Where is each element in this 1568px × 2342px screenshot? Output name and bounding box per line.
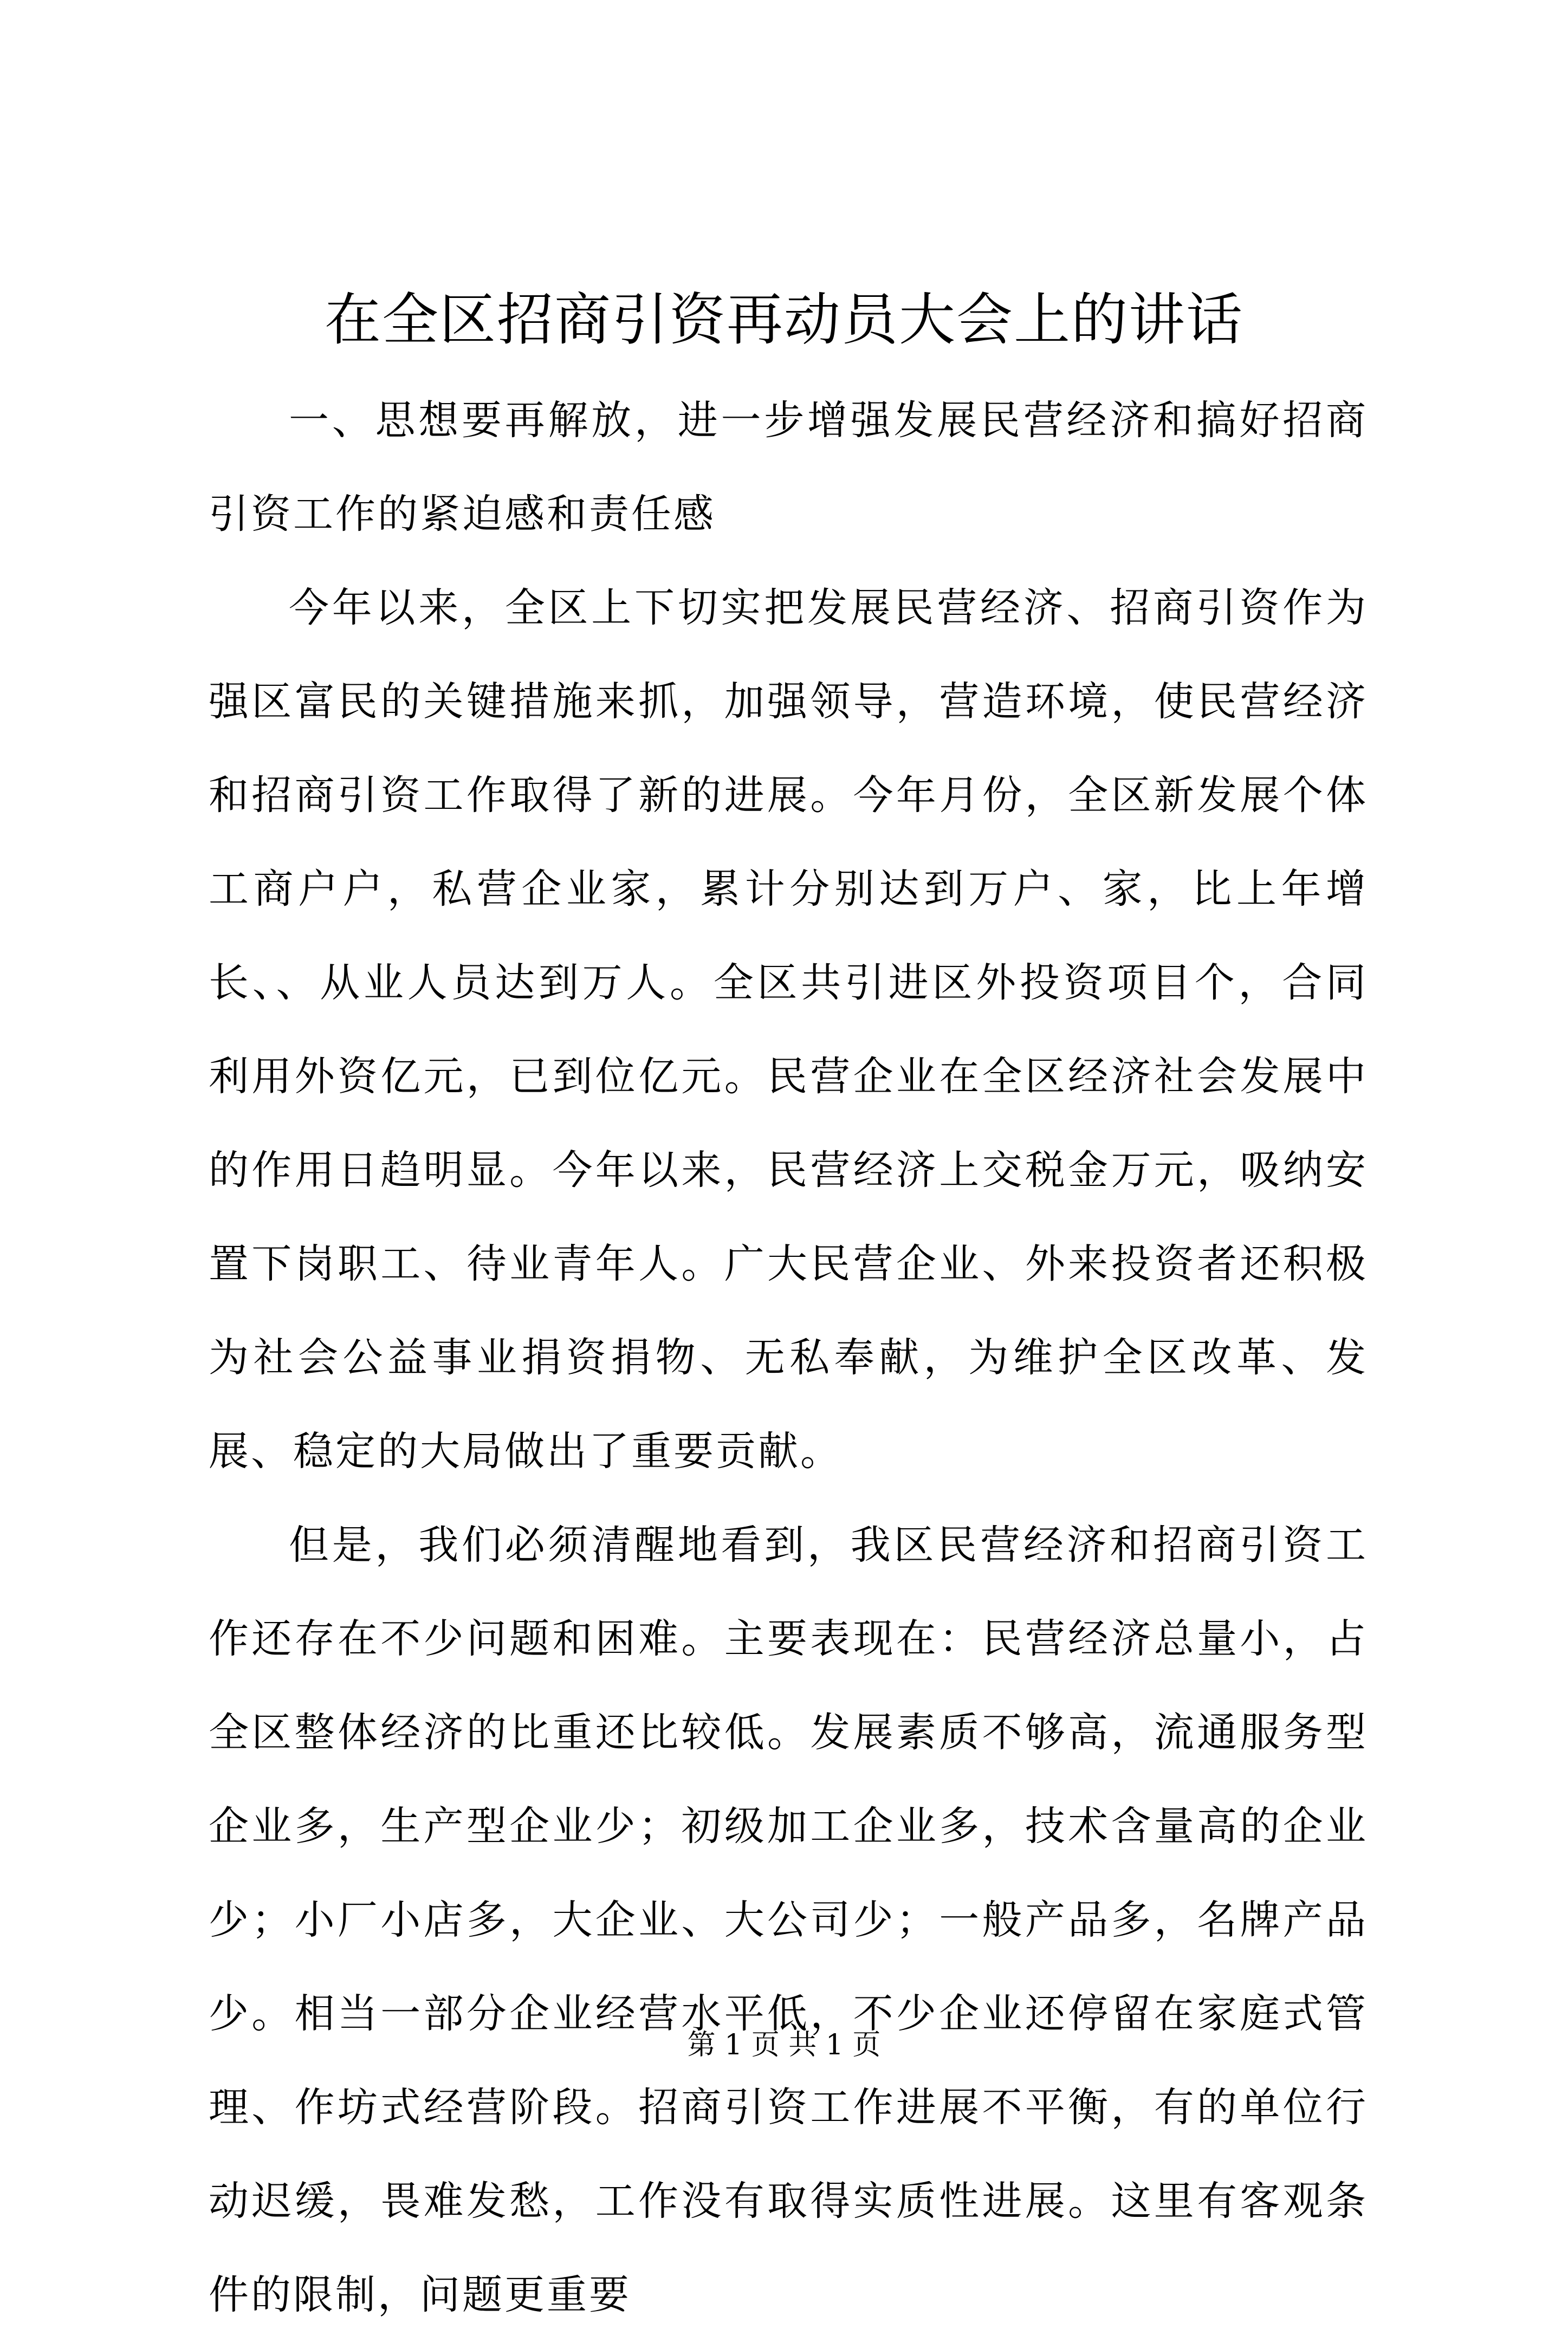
paragraph-progress: 今年以来，全区上下切实把发展民营经济、招商引资作为强区富民的关键措施来抓，加强领导，营造环境，使民营经济和招商引资工作取得了新的进展。今年月份，全区新发展个体工商户户，私营企业家，累计分别达到万户、家，比上年增长、、从业人员达到万人。全区共引进区外投资项目个，合同利用外资亿元，已到位亿元。民营企业在全区经济社会发展中的作用日趋明显。今年以来，民营经济上交税金万元，吸纳安置下岗职工、待业青年人。广大民营企业、外来投资者还积极为社会公益事业捐资捐物、无私奉献，为维护全区改革、发展、稳定的大局做出了重要贡献。 bbox=[209, 585, 1368, 1475]
paragraph-problems: 但是，我们必须清醒地看到，我区民营经济和招商引资工作还存在不少问题和困难。主要表现在：民营经济总量小，占全区整体经济的比重还比较低。发展素质不够高，流通服务型企业多，生产型企业少；初级加工企业多，技术含量高的企业少；小厂小店多，大企业、大公司少；一般产品多，名牌产品少。相当一部分企业经营水平低，不少企业还停留在家庭式管理、作坊式经营阶段。招商引资工作进展不平衡，有的单位行动迟缓，畏难发愁，工作没有取得实质性进展。这里有客观条件的限制，问题更重要 bbox=[209, 1522, 1368, 2318]
page-footer bbox=[0, 2026, 1568, 2064]
document-title: 在全区招商引资再动员大会上的讲话 bbox=[324, 287, 1243, 353]
page-number-label: 第 1 页 共 1 页 bbox=[687, 2029, 881, 2061]
paragraph-heading-one: 一、思想要再解放，进一步增强发展民营经济和搞好招商引资工作的紧迫感和责任感 bbox=[209, 397, 1368, 537]
